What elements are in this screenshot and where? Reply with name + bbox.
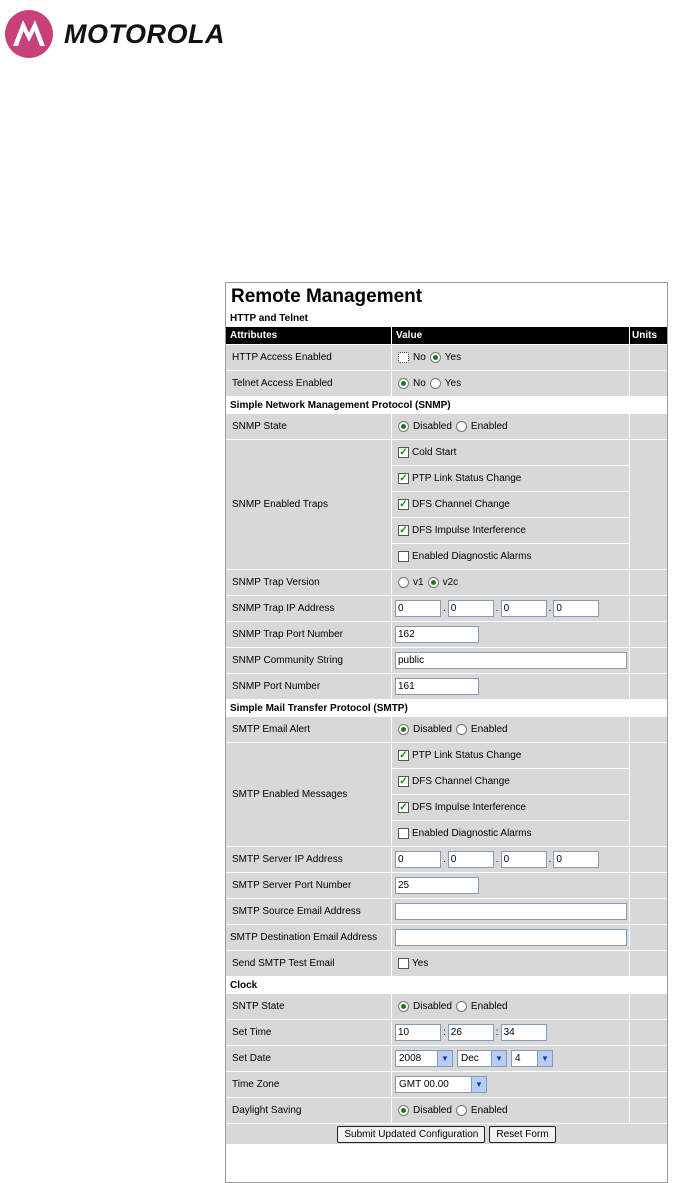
units-cell: [630, 570, 667, 595]
units-cell: [630, 899, 667, 924]
units-cell: [630, 674, 667, 699]
telnet-access-yes-radio[interactable]: Yes: [430, 378, 461, 389]
reset-form-button[interactable]: Reset Form: [489, 1126, 555, 1143]
row-label: SNMP State: [226, 414, 392, 439]
units-cell: [630, 951, 667, 976]
row-snmp-trap-version: [226, 570, 667, 595]
row-smtp-email-alert: [226, 717, 667, 742]
msg-dfs-channel-change-checkbox[interactable]: ✓ DFS Channel Change: [392, 769, 629, 794]
radio-circle: [398, 352, 409, 363]
form-buttons: [226, 1124, 667, 1144]
trap-port-input[interactable]: 162: [395, 626, 479, 643]
radio-circle: [398, 724, 409, 735]
units-cell: [630, 345, 667, 370]
brand-header: [4, 8, 225, 60]
trap-version-v2c-radio[interactable]: v2c: [428, 577, 459, 588]
row-smtp-test-email: [226, 951, 667, 976]
send-test-email-checkbox[interactable]: Yes: [392, 951, 629, 976]
row-smtp-source-email: [226, 899, 667, 924]
section-clock: Clock: [230, 980, 258, 991]
row-label: Set Time: [226, 1020, 392, 1045]
units-cell: [630, 1046, 667, 1071]
row-label: Daylight Saving: [226, 1098, 392, 1123]
motorola-logo-icon: [4, 9, 54, 59]
units-cell: [630, 743, 667, 846]
date-month-select[interactable]: Dec ▼: [457, 1050, 507, 1067]
section-http-telnet: HTTP and Telnet: [230, 313, 308, 324]
date-year-select[interactable]: 2008 ▼: [395, 1050, 453, 1067]
time-minutes-input[interactable]: 26: [448, 1024, 494, 1041]
daylight-disabled-radio[interactable]: Disabled: [398, 1105, 452, 1116]
snmp-port-input[interactable]: 161: [395, 678, 479, 695]
row-smtp-destination-email: [226, 925, 667, 950]
units-cell: [630, 440, 667, 569]
table-header: [226, 327, 667, 344]
row-label: Send SMTP Test Email: [226, 951, 392, 976]
snmp-state-disabled-radio[interactable]: Disabled: [398, 421, 452, 432]
row-label: SNMP Community String: [226, 648, 392, 673]
brand-wordmark: MOTOROLA: [64, 18, 225, 49]
row-snmp-trap-ip: SNMP Trap IP Address 0 . 0 . 0 . 0: [226, 596, 667, 621]
row-label: SMTP Server Port Number: [226, 873, 392, 898]
row-label: SNMP Enabled Traps: [226, 440, 392, 569]
row-time-zone: [226, 1072, 667, 1097]
checkbox-box: [398, 828, 409, 839]
http-access-no-radio[interactable]: No: [398, 352, 426, 363]
trap-ip-octet-2-input[interactable]: 0: [448, 600, 494, 617]
row-label: SNMP Trap Port Number: [226, 622, 392, 647]
radio-circle: [456, 1001, 467, 1012]
row-label: SNMP Trap Version: [226, 570, 392, 595]
community-string-input[interactable]: public: [395, 652, 627, 669]
trap-ptp-link-status-checkbox[interactable]: ✓ PTP Link Status Change: [392, 466, 629, 491]
http-access-yes-radio[interactable]: Yes: [430, 352, 461, 363]
msg-dfs-impulse-checkbox[interactable]: ✓ DFS Impulse Interference: [392, 795, 629, 820]
server-ip-octet-1-input[interactable]: 0: [395, 851, 441, 868]
checkbox-box: ✓: [399, 749, 408, 761]
checkbox-box: ✓: [399, 775, 408, 787]
checkbox-box: ✓: [399, 472, 408, 484]
row-snmp-traps: [226, 440, 667, 569]
row-daylight-saving: [226, 1098, 667, 1123]
server-ip-octet-3-input[interactable]: 0: [501, 851, 547, 868]
units-cell: [630, 1072, 667, 1097]
row-set-time: Set Time 10 : 26 : 34: [226, 1020, 667, 1045]
msg-ptp-link-status-checkbox[interactable]: ✓ PTP Link Status Change: [392, 743, 629, 768]
checkbox-box: ✓: [399, 446, 408, 458]
server-ip-octet-2-input[interactable]: 0: [448, 851, 494, 868]
row-sntp-state: [226, 994, 667, 1019]
units-cell: [630, 925, 667, 950]
row-snmp-community: [226, 648, 667, 673]
section-smtp: Simple Mail Transfer Protocol (SMTP): [230, 703, 408, 714]
time-hours-input[interactable]: 10: [395, 1024, 441, 1041]
row-label: SMTP Enabled Messages: [226, 743, 392, 846]
trap-dfs-channel-change-checkbox[interactable]: ✓ DFS Channel Change: [392, 492, 629, 517]
units-cell: [630, 873, 667, 898]
trap-ip-octet-3-input[interactable]: 0: [501, 600, 547, 617]
row-snmp-state: [226, 414, 667, 439]
header-attributes: Attributes: [226, 327, 392, 344]
chevron-down-icon: ▼: [537, 1051, 552, 1066]
header-value: Value: [392, 327, 630, 344]
checkbox-box: ✓: [399, 524, 408, 536]
units-cell: [630, 596, 667, 621]
chevron-down-icon: ▼: [471, 1077, 486, 1092]
row-snmp-port: [226, 674, 667, 699]
radio-circle: [456, 724, 467, 735]
radio-circle: [398, 421, 409, 432]
trap-dfs-impulse-checkbox[interactable]: ✓ DFS Impulse Interference: [392, 518, 629, 543]
remote-management-panel: [225, 282, 668, 1183]
units-cell: [630, 371, 667, 396]
row-label: SNTP State: [226, 994, 392, 1019]
snmp-state-enabled-radio[interactable]: Enabled: [456, 421, 508, 432]
row-label: SMTP Server IP Address: [226, 847, 392, 872]
server-ip-octet-4-input[interactable]: 0: [553, 851, 599, 868]
units-cell: [630, 414, 667, 439]
row-http-access: [226, 345, 667, 370]
trap-cold-start-checkbox[interactable]: ✓ Cold Start: [392, 440, 629, 465]
units-cell: [630, 622, 667, 647]
radio-circle: [398, 577, 409, 588]
radio-circle: [430, 378, 441, 389]
row-label: SMTP Source Email Address: [226, 899, 392, 924]
units-cell: [630, 648, 667, 673]
sntp-disabled-radio[interactable]: Disabled: [398, 1001, 452, 1012]
row-label: SNMP Port Number: [226, 674, 392, 699]
chevron-down-icon: ▼: [491, 1051, 506, 1066]
checkbox-box: [398, 551, 409, 562]
row-label: Telnet Access Enabled: [226, 371, 392, 396]
row-smtp-messages: [226, 743, 667, 846]
trap-version-v1-radio[interactable]: v1: [398, 577, 424, 588]
smtp-alert-enabled-radio[interactable]: Enabled: [456, 724, 508, 735]
page-title: Remote Management: [231, 286, 423, 307]
units-cell: [630, 1020, 667, 1045]
submit-configuration-button[interactable]: Submit Updated Configuration: [337, 1126, 485, 1143]
units-cell: [630, 1098, 667, 1123]
row-label: Time Zone: [226, 1072, 392, 1097]
row-label: SMTP Destination Email Address: [226, 925, 392, 950]
section-snmp: Simple Network Management Protocol (SNMP): [230, 400, 451, 411]
source-email-input[interactable]: [395, 903, 627, 920]
row-smtp-server-port: [226, 873, 667, 898]
daylight-enabled-radio[interactable]: Enabled: [456, 1105, 508, 1116]
header-units: Units: [632, 330, 657, 341]
checkbox-box: ✓: [399, 498, 408, 510]
smtp-alert-disabled-radio[interactable]: Disabled: [398, 724, 452, 735]
checkbox-box: [398, 958, 409, 969]
radio-circle: [398, 378, 409, 389]
row-label: HTTP Access Enabled: [226, 345, 392, 370]
row-label: SMTP Email Alert: [226, 717, 392, 742]
time-zone-select[interactable]: GMT 00.00 ▼: [395, 1076, 487, 1093]
msg-diagnostic-alarms-checkbox[interactable]: Enabled Diagnostic Alarms: [392, 821, 629, 846]
trap-ip-octet-1-input[interactable]: 0: [395, 600, 441, 617]
radio-circle: [398, 1105, 409, 1116]
destination-email-input[interactable]: [395, 929, 627, 946]
radio-circle: [398, 1001, 409, 1012]
radio-circle: [456, 1105, 467, 1116]
units-cell: [630, 994, 667, 1019]
date-day-select[interactable]: 4 ▼: [511, 1050, 553, 1067]
time-seconds-input[interactable]: 34: [501, 1024, 547, 1041]
radio-circle: [430, 352, 441, 363]
chevron-down-icon: ▼: [437, 1051, 452, 1066]
telnet-access-no-radio[interactable]: No: [398, 378, 426, 389]
row-set-date: [226, 1046, 667, 1071]
trap-diagnostic-alarms-checkbox[interactable]: Enabled Diagnostic Alarms: [392, 544, 629, 569]
row-label: Set Date: [226, 1046, 392, 1071]
radio-circle: [428, 577, 439, 588]
row-telnet-access: [226, 371, 667, 396]
trap-ip-octet-4-input[interactable]: 0: [553, 600, 599, 617]
sntp-enabled-radio[interactable]: Enabled: [456, 1001, 508, 1012]
radio-circle: [456, 421, 467, 432]
units-cell: [630, 717, 667, 742]
units-cell: [630, 847, 667, 872]
row-smtp-server-ip: SMTP Server IP Address 0 . 0 . 0 . 0: [226, 847, 667, 872]
row-label: SNMP Trap IP Address: [226, 596, 392, 621]
row-snmp-trap-port: [226, 622, 667, 647]
smtp-server-port-input[interactable]: 25: [395, 877, 479, 894]
checkbox-box: ✓: [399, 801, 408, 813]
